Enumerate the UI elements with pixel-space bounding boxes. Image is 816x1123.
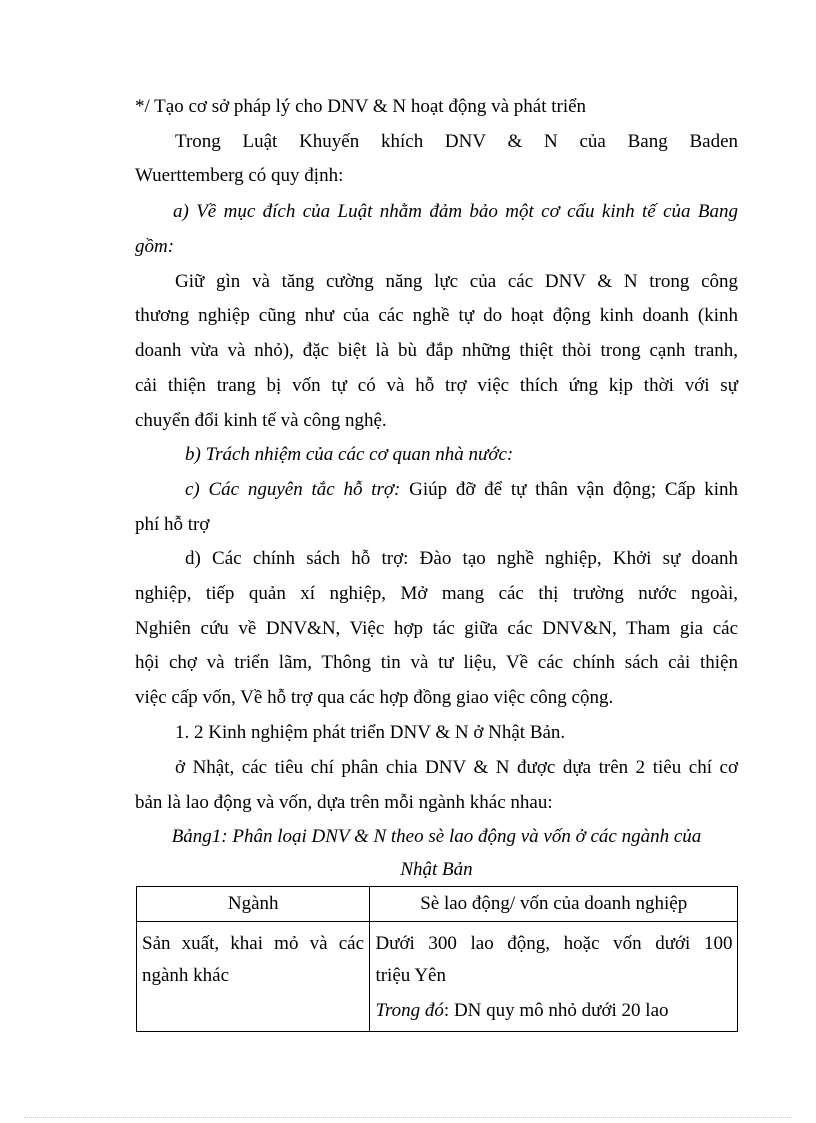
item-b: b) Trách nhiệm của các cơ quan nhà nước: (185, 444, 514, 465)
cell-nganh-line2: ngành khác (142, 965, 230, 986)
item-c-line2: phí hỗ trợ (135, 514, 210, 535)
para3-line1: ở Nhật, các tiêu chí phân chia DNV & N được dựa trên 2 tiêu chí cơ (175, 757, 738, 778)
cell-detail-line3 (375, 991, 732, 1031)
item-c-label: c) Các nguyên tắc hỗ trợ: (185, 479, 401, 500)
item-d-line2: nghiệp, tiếp quản xí nghiệp, Mở mang các thị trường nước ngoài, (135, 583, 738, 604)
para2-line3: doanh vừa và nhỏ), đặc biệt là bù đắp những thiệt thòi trong cạnh tranh, (135, 340, 738, 361)
item-d-line5: việc cấp vốn, Về hỗ trợ qua các hợp đồng giao việc công cộng. (135, 687, 614, 708)
cell-detail-line1: Dưới 300 lao động, hoặc vốn dưới 100 (375, 933, 733, 954)
table-caption-line2: Nhật Bản (400, 859, 473, 880)
para1-line2: Wuerttemberg có quy định: (135, 165, 344, 186)
para2-line4: cải thiện trang bị vốn tự có và hỗ trợ việc thích ứng kịp thời với sự (135, 375, 738, 396)
cell-detail-line2: triệu Yên (375, 965, 446, 986)
data-table (136, 886, 738, 1032)
table-header-so-lao-dong: Sè lao động/ vốn của doanh nghiệp (370, 887, 738, 922)
cell-nganh-line1: Sản xuất, khai mỏ và các (142, 933, 364, 954)
item-c-line1 (185, 479, 738, 501)
item-d-line3: Nghiên cứu về DNV&N, Việc hợp tác giữa các DNV&N, Tham gia các (135, 618, 738, 639)
item-c-rest: Giúp đỡ để tự thân vận động; Cấp kinh (400, 479, 738, 500)
table-header-row (137, 887, 738, 922)
para2-line2: thương nghiệp cũng như của các nghề tự do hoạt động kinh doanh (kinh (135, 305, 738, 326)
para2-line1: Giữ gìn và tăng cường năng lực của các DNV & N trong công (175, 271, 738, 292)
cell-detail-line3-rest: : DN quy mô nhỏ dưới 20 lao (443, 1000, 669, 1021)
para3-line2: bản là lao động và vốn, dựa trên mỗi ngành khác nhau: (135, 792, 553, 813)
table-cell-nganh (137, 922, 370, 1032)
table-header-nganh: Ngành (137, 887, 370, 922)
section-title: 1. 2 Kinh nghiệm phát triển DNV & N ở Nhật Bản. (175, 722, 566, 743)
table-caption-line1: Bảng1: Phân loại DNV & N theo sè lao động và vốn ở các ngành của (171, 826, 702, 847)
item-a-line1: a) Về mục đích của Luật nhằm đảm bảo một cơ cấu kinh tế của Bang (173, 201, 738, 222)
para1-line1: Trong Luật Khuyến khích DNV & N của Bang Baden (175, 131, 738, 152)
item-d-line1: d) Các chính sách hỗ trợ: Đào tạo nghề nghiệp, Khởi sự doanh (185, 548, 738, 569)
item-d-line4: hội chợ và triển lãm, Thông tin và tư liệu, Về các chính sách cải thiện (135, 652, 738, 673)
para2-line5: chuyển đổi kinh tế và công nghệ. (135, 410, 387, 431)
cell-detail-trong-do: Trong đó (375, 1000, 444, 1021)
heading: */ Tạo cơ sở pháp lý cho DNV & N hoạt động và phát triển (135, 96, 587, 117)
table-cell-detail (370, 922, 738, 1032)
item-a-line2: gồm: (135, 236, 175, 257)
page-bottom-divider (24, 1117, 792, 1118)
table-row (137, 922, 738, 1032)
